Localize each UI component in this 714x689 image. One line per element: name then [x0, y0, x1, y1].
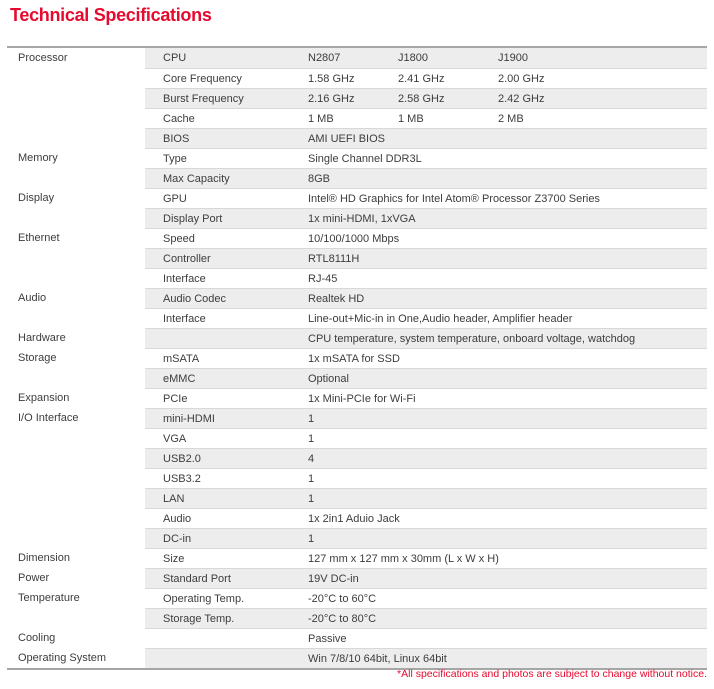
spec-value: RJ-45 [308, 272, 338, 285]
spec-label: Display Port [163, 212, 223, 225]
row-values [145, 388, 707, 408]
category-label: Processor [7, 48, 145, 68]
row-values [145, 108, 707, 128]
spec-label: Max Capacity [163, 172, 230, 185]
spec-value: Intel® HD Graphics for Intel Atom® Processor Z3700 Series [308, 192, 600, 205]
spec-label: VGA [163, 432, 187, 445]
category-label [7, 108, 145, 128]
category-label: I/O Interface [7, 408, 145, 428]
spec-label: BIOS [163, 132, 190, 145]
table-row [7, 128, 707, 148]
table-row [7, 388, 707, 408]
spec-value: 8GB [308, 172, 331, 185]
spec-label: Speed [163, 232, 195, 245]
category-label [7, 508, 145, 528]
table-row [7, 268, 707, 288]
row-values [145, 428, 707, 448]
row-values [145, 588, 707, 608]
row-values [145, 608, 707, 628]
spec-value: 1 [308, 532, 315, 545]
spec-label: Standard Port [163, 572, 231, 585]
spec-value: 2.16 GHz [308, 92, 355, 105]
table-row [7, 628, 707, 648]
spec-value: Optional [308, 372, 349, 385]
spec-label: mSATA [163, 352, 200, 365]
spec-value: N2807 [308, 52, 341, 64]
spec-label: mini-HDMI [163, 412, 215, 425]
category-label [7, 208, 145, 228]
spec-label: PCIe [163, 392, 188, 405]
table-row [7, 428, 707, 448]
spec-value: -20°C to 60°C [308, 592, 377, 605]
spec-value: -20°C to 80°C [308, 612, 377, 625]
spec-label: Type [163, 152, 187, 165]
category-label: Expansion [7, 388, 145, 408]
category-label [7, 608, 145, 628]
table-row [7, 108, 707, 128]
row-values [145, 528, 707, 548]
spec-value: 4 [308, 452, 315, 465]
table-row [7, 88, 707, 108]
table-row [7, 488, 707, 508]
row-values [145, 408, 707, 428]
category-label [7, 448, 145, 468]
category-label [7, 68, 145, 88]
category-label [7, 528, 145, 548]
category-label: Cooling [7, 628, 145, 648]
table-row [7, 408, 707, 428]
category-label: Hardware [7, 328, 145, 348]
row-values [145, 208, 707, 228]
category-label: Display [7, 188, 145, 208]
row-values [145, 548, 707, 568]
spec-value: 2.41 GHz [398, 72, 445, 85]
category-label: Memory [7, 148, 145, 168]
spec-value: 1x mSATA for SSD [308, 352, 400, 365]
table-row [7, 348, 707, 368]
table-row [7, 548, 707, 568]
spec-value: 1x mini-HDMI, 1xVGA [308, 212, 416, 225]
category-label: Dimension [7, 548, 145, 568]
row-values [145, 148, 707, 168]
row-values [145, 348, 707, 368]
spec-label: LAN [163, 492, 185, 505]
spec-label: GPU [163, 192, 187, 205]
spec-label: Audio Codec [163, 292, 226, 305]
category-label: Power [7, 568, 145, 588]
category-label [7, 88, 145, 108]
spec-value: 19V DC-in [308, 572, 359, 585]
spec-label: Cache [163, 112, 195, 125]
category-label [7, 248, 145, 268]
spec-label: Operating Temp. [163, 592, 245, 605]
spec-value: Line-out+Mic-in in One,Audio header, Amplifier header [308, 312, 573, 325]
category-label: Ethernet [7, 228, 145, 248]
table-row [7, 368, 707, 388]
spec-table [7, 46, 707, 670]
spec-value: J1800 [398, 52, 428, 64]
spec-label: Interface [163, 272, 206, 285]
category-label [7, 128, 145, 148]
spec-value: 1 [308, 472, 315, 485]
row-values [145, 88, 707, 108]
table-row [7, 68, 707, 88]
spec-value: 127 mm x 127 mm x 30mm (L x W x H) [308, 552, 499, 565]
spec-value: 2.00 GHz [498, 72, 545, 85]
row-values [145, 288, 707, 308]
spec-value: 1 [308, 412, 315, 425]
table-row [7, 328, 707, 348]
row-values [145, 488, 707, 508]
row-values [145, 328, 707, 348]
table-row [7, 288, 707, 308]
page-title: Technical Specifications [10, 5, 212, 25]
spec-value: Passive [308, 632, 347, 645]
row-values [145, 508, 707, 528]
spec-label: USB3.2 [163, 472, 201, 485]
spec-label: Interface [163, 312, 206, 325]
table-row [7, 208, 707, 228]
table-row [7, 308, 707, 328]
row-values [145, 228, 707, 248]
row-values [145, 368, 707, 388]
spec-value: CPU temperature, system temperature, onboard voltage, watchdog [308, 332, 636, 345]
category-label [7, 428, 145, 448]
spec-label: USB2.0 [163, 452, 201, 465]
spec-value: AMI UEFI BIOS [308, 132, 386, 145]
category-label: Storage [7, 348, 145, 368]
spec-label: CPU [163, 52, 187, 64]
table-row [7, 508, 707, 528]
spec-value: 2.58 GHz [398, 92, 445, 105]
spec-label: Burst Frequency [163, 92, 244, 105]
spec-label: eMMC [163, 372, 196, 385]
spec-value: 1.58 GHz [308, 72, 355, 85]
spec-value: 1x Mini-PCIe for Wi-Fi [308, 392, 416, 405]
spec-value: 1x 2in1 Aduio Jack [308, 512, 400, 525]
category-label [7, 168, 145, 188]
row-values [145, 628, 707, 648]
row-values [145, 568, 707, 588]
spec-label: Storage Temp. [163, 612, 235, 625]
category-label [7, 488, 145, 508]
table-row [7, 608, 707, 628]
category-label [7, 468, 145, 488]
category-label [7, 308, 145, 328]
table-row [7, 568, 707, 588]
category-label [7, 268, 145, 288]
spec-label: Size [163, 552, 185, 565]
spec-label: Audio [163, 512, 192, 525]
spec-value: 10/100/1000 Mbps [308, 232, 400, 245]
table-row [7, 48, 707, 68]
table-row [7, 148, 707, 168]
table-row [7, 248, 707, 268]
row-values [145, 448, 707, 468]
spec-value: 1 [308, 432, 315, 445]
row-values [145, 168, 707, 188]
row-values [145, 68, 707, 88]
row-values [145, 48, 707, 68]
table-row [7, 468, 707, 488]
spec-value: 1 MB [308, 112, 334, 125]
spec-value: Realtek HD [308, 292, 365, 305]
spec-value: Win 7/8/10 64bit, Linux 64bit [308, 652, 447, 665]
spec-value: 1 [308, 492, 315, 505]
row-values [145, 268, 707, 288]
spec-value: 2 MB [498, 112, 524, 125]
spec-value: Single Channel DDR3L [308, 152, 422, 165]
spec-value: J1900 [498, 52, 528, 64]
spec-label: Controller [163, 252, 211, 265]
spec-value: RTL8111H [308, 252, 360, 265]
category-label: Audio [7, 288, 145, 308]
spec-value: 1 MB [398, 112, 424, 125]
table-row [7, 168, 707, 188]
row-values [145, 648, 707, 668]
table-row [7, 588, 707, 608]
table-row [7, 648, 707, 668]
footnote: *All specifications and photos are subject to change without notice. [397, 668, 707, 680]
table-row [7, 228, 707, 248]
spec-label: Core Frequency [163, 72, 242, 85]
row-values [145, 308, 707, 328]
spec-value: 2.42 GHz [498, 92, 545, 105]
row-values [145, 248, 707, 268]
category-label: Operating System [7, 648, 145, 668]
row-values [145, 128, 707, 148]
category-label: Temperature [7, 588, 145, 608]
category-label [7, 368, 145, 388]
table-row [7, 448, 707, 468]
table-row [7, 188, 707, 208]
row-values [145, 468, 707, 488]
table-row [7, 528, 707, 548]
spec-label: DC-in [163, 532, 192, 545]
row-values [145, 188, 707, 208]
